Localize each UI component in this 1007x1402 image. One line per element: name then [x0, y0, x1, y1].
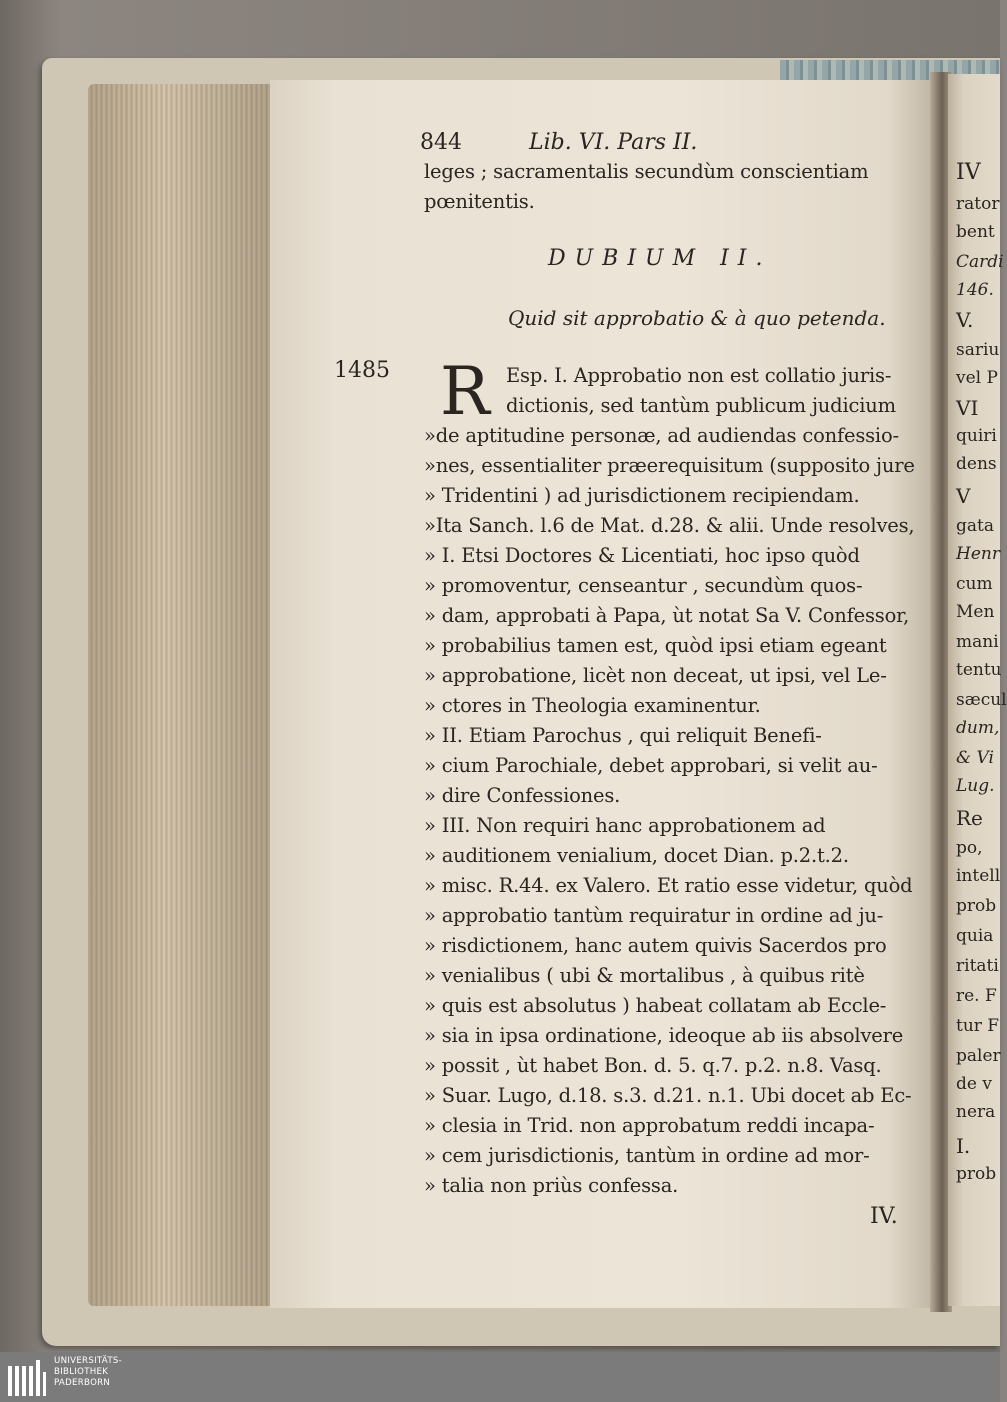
right-page-text: Cardi — [956, 252, 1004, 272]
right-page-text: Men — [956, 602, 995, 622]
right-page-text: VI — [956, 396, 979, 420]
right-page-text: IV — [956, 160, 981, 185]
fore-edge-shade — [88, 84, 278, 1306]
library-name-line: UNIVERSITÄTS- — [54, 1356, 123, 1366]
library-footer — [0, 1352, 1000, 1402]
right-page-text: Re — [956, 806, 983, 830]
library-name-line: BIBLIOTHEK — [54, 1367, 109, 1377]
text-line: »Ita Sanch. l.6 de Mat. d.28. & alii. Unde resolves, — [424, 514, 915, 537]
right-page-text: 146. — [956, 280, 994, 300]
section-subtitle: Quid sit approbatio & à quo petenda. — [508, 306, 886, 330]
text-line: Esp. I. Approbatio non est collatio juris- — [506, 364, 892, 387]
right-page-text: de v — [956, 1074, 992, 1094]
page-number: 844 — [420, 130, 462, 155]
text-line: » II. Etiam Parochus , qui reliquit Benefi- — [424, 724, 822, 747]
text-line: » approbatione, licèt non deceat, ut ipsi, vel Le- — [424, 664, 887, 687]
right-page-text: V — [956, 484, 971, 508]
right-page-text: quia — [956, 926, 994, 946]
text-line: » clesia in Trid. non approbatum reddi incapa- — [424, 1114, 875, 1137]
text-line: » auditionem venialium, docet Dian. p.2.t.2. — [424, 844, 849, 867]
text-line: pœnitentis. — [424, 190, 535, 213]
right-page-text: gata — [956, 516, 994, 536]
section-heading: DUBIUM II. — [548, 246, 772, 271]
right-page-text: paler — [956, 1046, 1001, 1066]
drop-cap: R — [440, 353, 490, 430]
text-line: » misc. R.44. ex Valero. Et ratio esse videtur, quòd — [424, 874, 913, 897]
text-line: » possit , ùt habet Bon. d. 5. q.7. p.2. n.8. Vasq. — [424, 1054, 882, 1077]
text-line: » I. Etsi Doctores & Licentiati, hoc ipso quòd — [424, 544, 860, 567]
right-page-text: mani — [956, 632, 999, 652]
right-page-text: re. F — [956, 986, 997, 1006]
margin-number: 1485 — [334, 358, 390, 383]
right-page-text: prob — [956, 896, 997, 916]
text-line: » approbatio tantùm requiratur in ordine ad ju- — [424, 904, 884, 927]
page-header — [420, 130, 697, 155]
right-page-text: Lug. — [956, 776, 995, 796]
right-page-text: tur F — [956, 1016, 1000, 1036]
text-line: » ctores in Theologia examinentur. — [424, 694, 761, 717]
right-page-text: & Vi — [956, 748, 994, 768]
library-name — [54, 1356, 122, 1389]
running-title: Lib. VI. Pars II. — [529, 130, 698, 155]
text-line: » sia in ipsa ordinatione, ideoque ab iis absolvere — [424, 1024, 904, 1047]
right-page-text: po, — [956, 838, 983, 858]
right-page-text: nera — [956, 1102, 996, 1122]
text-line: » cium Parochiale, debet approbari, si velit au- — [424, 754, 878, 777]
text-line: dictionis, sed tantùm publicum judicium — [506, 394, 896, 417]
right-page-text: rator — [956, 194, 1000, 214]
text-line: » probabilius tamen est, quòd ipsi etiam egeant — [424, 634, 887, 657]
text-line: »nes, essentialiter præerequisitum (supposito jure — [424, 454, 915, 477]
right-page-text: sariu — [956, 340, 1000, 360]
right-page-text: Henr — [956, 544, 1000, 564]
text-line: » Tridentini ) ad jurisdictionem recipiendam. — [424, 484, 860, 507]
text-line: » risdictionem, hanc autem quivis Sacerdos pro — [424, 934, 887, 957]
right-page-text: prob — [956, 1164, 997, 1184]
right-page-text: bent — [956, 222, 995, 242]
library-logo-icon — [8, 1358, 48, 1396]
catchword: IV. — [870, 1204, 898, 1229]
text-line: » talia non priùs confessa. — [424, 1174, 679, 1197]
right-page-text: ritati — [956, 956, 999, 976]
text-line: »de aptitudine personæ, ad audiendas confessio- — [424, 424, 899, 447]
text-line: » cem jurisdictionis, tantùm in ordine ad mor- — [424, 1144, 870, 1167]
right-page-text: vel P — [956, 368, 998, 388]
text-line: » dire Confessiones. — [424, 784, 621, 807]
text-line: » Suar. Lugo, d.18. s.3. d.21. n.1. Ubi docet ab Ec- — [424, 1084, 912, 1107]
text-line: » III. Non requiri hanc approbationem ad — [424, 814, 826, 837]
text-line: » quis est absolutus ) habeat collatam ab Eccle- — [424, 994, 887, 1017]
text-line: » dam, approbati à Papa, ùt notat Sa V. Confessor, — [424, 604, 910, 627]
right-page-text: V. — [956, 308, 974, 332]
right-page-text: quiri — [956, 426, 997, 446]
right-page-text: sæcul — [956, 690, 1007, 710]
library-name-line: PADERBORN — [54, 1378, 111, 1388]
right-page-text: dens — [956, 454, 997, 474]
text-line: » promoventur, censeantur , secundùm quos- — [424, 574, 863, 597]
right-page-text: tentu — [956, 660, 1002, 680]
right-page-text: dum, — [956, 718, 1000, 738]
text-line: leges ; sacramentalis secundùm conscientiam — [424, 160, 869, 183]
right-page-text: I. — [956, 1134, 971, 1158]
right-page-text: cum — [956, 574, 993, 594]
right-page-text: intell — [956, 866, 1001, 886]
text-line: » venialibus ( ubi & mortalibus , à quibus ritè — [424, 964, 865, 987]
